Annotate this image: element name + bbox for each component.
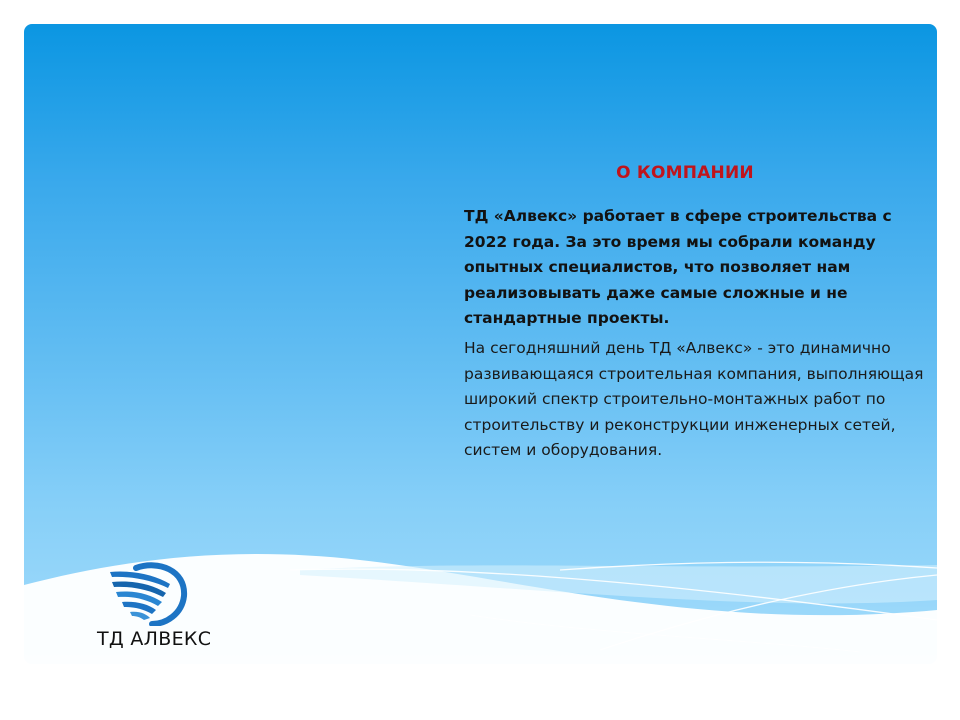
company-intro-bold-text: ТД «Алвекс» работает в сфере строительства с 2022 года. За это время мы собрали команду опытных специалистов, что позволяет нам реализовывать даже самые сложные и не стандартные проекты. — [464, 207, 892, 327]
company-logo-icon — [96, 560, 196, 626]
company-logo-text: ТД АЛВЕКС — [97, 628, 212, 650]
section-heading: О КОМПАНИИ — [616, 163, 754, 183]
company-description-text: На сегодняшний день ТД «Алвекс» - это динамично развивающаяся строительная компания, выполняющая широкий спектр строительно-монтажных работ по строительству и реконструкции инженерных сетей, систем и оборудования. — [464, 339, 924, 459]
